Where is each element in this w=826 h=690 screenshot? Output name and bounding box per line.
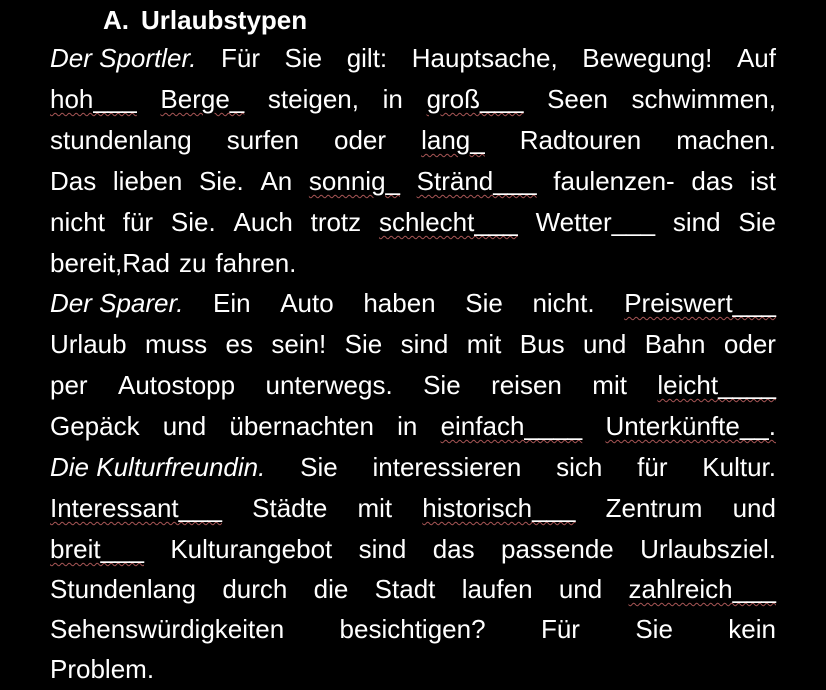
text-line-5 xyxy=(50,207,776,237)
word: sind xyxy=(400,329,449,359)
word: interessieren xyxy=(372,452,522,482)
word: es xyxy=(225,329,253,359)
word: die xyxy=(313,574,349,604)
word: Städte xyxy=(252,493,328,523)
text-line-14 xyxy=(50,574,776,604)
gap-word: Unterkünfte__. xyxy=(605,411,776,441)
text-line-9 xyxy=(50,370,776,400)
gap-word: Wetter___ xyxy=(535,207,656,237)
word: passende xyxy=(501,534,614,564)
word: Radtouren xyxy=(519,125,642,155)
word: Urlaub xyxy=(50,329,127,359)
gap-word: Berge_ xyxy=(160,84,245,114)
text-line-8 xyxy=(50,329,776,359)
paragraph-label-sparer: Der Sparer. xyxy=(50,288,184,318)
word: reisen xyxy=(491,370,562,400)
word: surfen xyxy=(226,125,299,155)
word: machen. xyxy=(676,125,776,155)
word: besichtigen? xyxy=(339,614,486,644)
word: Sehenswürdigkeiten xyxy=(50,614,285,644)
word: oder xyxy=(723,329,776,359)
gap-word: Stränd___ xyxy=(416,166,537,196)
word: mit xyxy=(357,493,393,523)
word: faulenzen- xyxy=(553,166,675,196)
word: Bewegung! xyxy=(582,43,713,73)
text-line-2 xyxy=(50,84,776,114)
paragraph-label-sportler: Der Sportler. xyxy=(50,43,197,73)
text-line-15 xyxy=(50,614,776,644)
gap-word: Preiswert___ xyxy=(624,288,776,318)
word: Zentrum xyxy=(605,493,703,523)
word: oder xyxy=(334,125,387,155)
word: fahren. xyxy=(215,248,297,278)
word: Bus xyxy=(519,329,565,359)
word: haben xyxy=(363,288,436,318)
word: nicht xyxy=(50,207,105,237)
word: Sie xyxy=(465,288,503,318)
word: Kultur. xyxy=(702,452,776,482)
word: Sie xyxy=(284,43,323,73)
section-title: Urlaubstypen xyxy=(141,5,308,35)
word: Problem. xyxy=(50,654,155,684)
word: mit xyxy=(592,370,627,400)
word: Urlaubsziel. xyxy=(640,534,776,564)
word: sind xyxy=(672,207,721,237)
word: und xyxy=(558,574,603,604)
word: Für xyxy=(540,614,580,644)
text-line-3 xyxy=(50,125,776,155)
word: und xyxy=(583,329,627,359)
word: muss xyxy=(144,329,208,359)
word: stundenlang xyxy=(50,125,192,155)
section-heading xyxy=(50,5,307,35)
word: Auch xyxy=(233,207,293,237)
text-line-1 xyxy=(50,43,776,73)
gap-word: leicht____ xyxy=(657,370,776,400)
word: Sie xyxy=(344,329,383,359)
word: Stadt xyxy=(374,574,436,604)
word: Das xyxy=(50,166,97,196)
word: unterwegs. xyxy=(265,370,393,400)
word: mit xyxy=(466,329,502,359)
word: Sie. xyxy=(198,166,244,196)
word: sein! xyxy=(271,329,327,359)
word: An xyxy=(260,166,293,196)
word: Kulturangebot xyxy=(170,534,333,564)
section-letter: A. xyxy=(103,5,129,35)
word: Sie xyxy=(423,370,461,400)
text-line-12 xyxy=(50,493,776,523)
word: steigen, xyxy=(267,84,359,114)
word: Sie. xyxy=(170,207,216,237)
word: kein xyxy=(728,614,776,644)
word: Sie xyxy=(738,207,776,237)
word: nicht. xyxy=(532,288,595,318)
gap-word: schlecht___ xyxy=(378,207,518,237)
gap-word: Interessant___ xyxy=(50,493,223,523)
word: durch xyxy=(222,574,288,604)
word: das xyxy=(432,534,475,564)
word: Autostopp xyxy=(117,370,236,400)
text-line-13 xyxy=(50,534,776,564)
gap-word: hoh___ xyxy=(50,84,137,114)
paragraph-label-kulturfreundin: Die Kulturfreundin. xyxy=(50,452,266,482)
gap-word: sonnig_ xyxy=(308,166,400,196)
word: Sie xyxy=(300,452,338,482)
text-line-6 xyxy=(50,248,776,278)
gap-word: historisch___ xyxy=(422,493,576,523)
word: Für xyxy=(220,43,260,73)
word: in xyxy=(397,411,418,441)
text-line-11 xyxy=(50,452,776,482)
word: sich xyxy=(556,452,603,482)
word: Auf xyxy=(736,43,776,73)
gap-word: lang_ xyxy=(421,125,485,155)
gap-word: einfach____ xyxy=(440,411,583,441)
word: für xyxy=(122,207,154,237)
word: Ein xyxy=(213,288,251,318)
gap-word: zahlreich___ xyxy=(628,574,776,604)
word: zu xyxy=(178,248,207,278)
gap-word: breit___ xyxy=(50,534,144,564)
word: und xyxy=(732,493,776,523)
word: ist xyxy=(749,166,776,196)
text-line-4 xyxy=(50,166,776,196)
word: lieben xyxy=(112,166,183,196)
word: Sie xyxy=(635,614,673,644)
word: Auto xyxy=(280,288,334,318)
word: schwimmen, xyxy=(631,84,776,114)
word: Seen xyxy=(547,84,608,114)
word: Hauptsache, xyxy=(411,43,558,73)
word: übernachten xyxy=(229,411,374,441)
word: sind xyxy=(358,534,407,564)
word: in xyxy=(382,84,403,114)
gap-word: groß___ xyxy=(426,84,524,114)
word: für xyxy=(637,452,668,482)
word: trotz xyxy=(310,207,362,237)
word: gilt: xyxy=(346,43,388,73)
word: Bahn xyxy=(644,329,706,359)
word: bereit,Rad xyxy=(50,248,170,278)
word: Gepäck xyxy=(50,411,140,441)
word: das xyxy=(691,166,734,196)
word: und xyxy=(162,411,207,441)
text-line-10 xyxy=(50,411,776,441)
word: per xyxy=(50,370,88,400)
word: Stundenlang xyxy=(50,574,197,604)
word: laufen xyxy=(461,574,533,604)
text-line-7 xyxy=(50,288,776,318)
text-line-16 xyxy=(50,654,776,684)
